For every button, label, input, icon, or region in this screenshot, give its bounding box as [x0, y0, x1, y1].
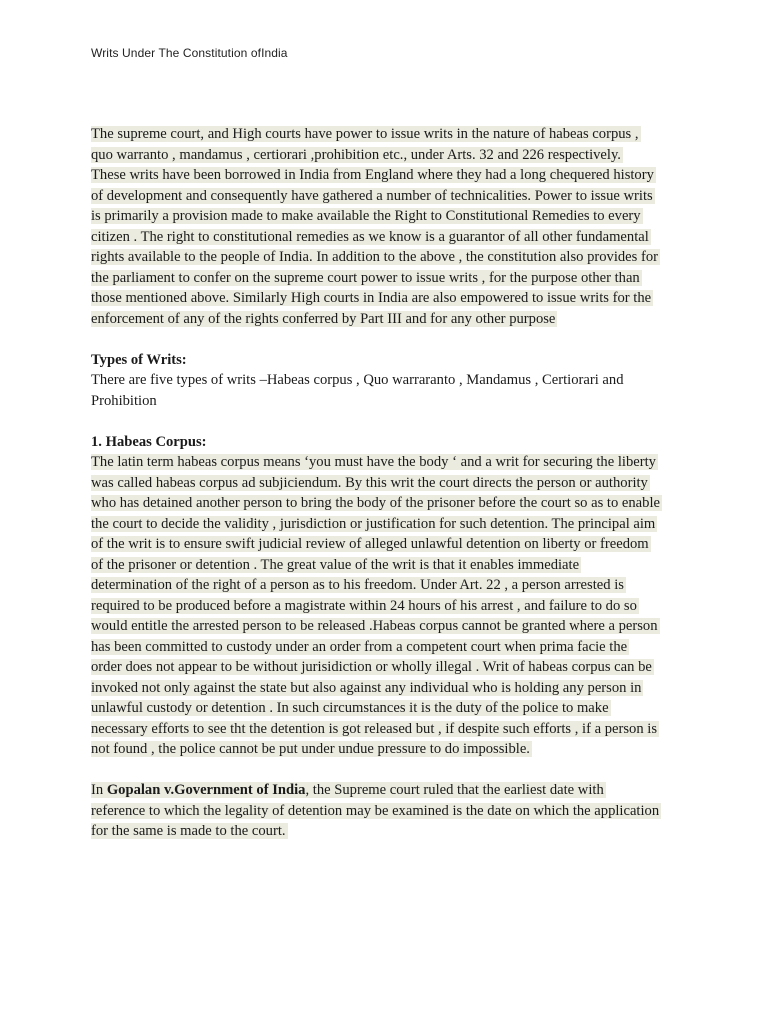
text-line: In Gopalan v.Government of India, the Supreme court ruled that the earliest date with: [91, 782, 604, 798]
text-line: the parliament to confer on the supreme court power to issue writs , for the purpose other than: [91, 269, 640, 286]
text-line: unlawful custody or detention . In such circumstances it is the duty of the police to make: [91, 700, 609, 716]
text-line: not found , the police cannot be put under undue pressure to do impossible.: [91, 741, 530, 757]
text-line: required to be produced before a magistrate within 24 hours of his arrest , and failure to do so: [91, 597, 637, 614]
text-line: invoked not only against the state but also against any individual who is holding any person in: [91, 679, 642, 696]
gopalan-paragraph: [91, 780, 687, 842]
text-line: The latin term habeas corpus means ‘you must have the body ‘ and a writ for securing the liberty: [91, 454, 656, 470]
text-line: the court to decide the validity , jurisdiction or justification for such detention. The principal aim: [91, 515, 656, 532]
text-line: There are five types of writs –Habeas corpus , Quo warraranto , Mandamus , Certiorari and: [91, 372, 624, 388]
text-line: reference to which the legality of detention may be examined is the date on which the application: [91, 802, 660, 819]
text-line: for the same is made to the court.: [91, 823, 286, 839]
text-line: rights available to the people of India. In addition to the above , the constitution also provides for: [91, 249, 658, 265]
section-heading: Types of Writs:: [91, 351, 187, 368]
text-line: is primarily a provision made to make available the Right to Constitutional Remedies to every: [91, 208, 641, 224]
text-line: quo warranto , mandamus , certiorari ,prohibition etc., under Arts. 32 and 226 respectively.: [91, 146, 621, 163]
text-line: Prohibition: [91, 392, 157, 409]
text-line: enforcement of any of the rights conferred by Part III and for any other purpose: [91, 310, 556, 327]
types-section: [91, 350, 687, 412]
text-line: would entitle the arrested person to be released .Habeas corpus cannot be granted where a person: [91, 618, 658, 634]
text-line: necessary efforts to see tht the detention is got released but , if despite such efforts , if a person is: [91, 720, 658, 737]
text-line: of development and consequently have gathered a number of technicalities. Power to issue writs: [91, 187, 653, 204]
text-line: These writs have been borrowed in India from England where they had a long chequered history: [91, 167, 654, 183]
text-line: citizen . The right to constitutional remedies as we know is a guarantor of all other fundamental: [91, 228, 649, 245]
document-header: Writs Under The Constitution ofIndia: [91, 46, 288, 60]
text-line: who has detained another person to bring the body of the prisoner before the court so as to enable: [91, 495, 660, 511]
text-line: has been committed to custody under an order from a competent court when prima facie the: [91, 638, 628, 655]
section-heading: 1. Habeas Corpus:: [91, 433, 207, 450]
text-line: The supreme court, and High courts have power to issue writs in the nature of habeas corpus ,: [91, 126, 639, 142]
text-line: of the prisoner or detention . The great value of the writ is that it enables immediate: [91, 556, 580, 573]
habeas-corpus-section: [91, 432, 687, 760]
case-name: Gopalan v.Government of India: [106, 782, 306, 798]
text-line: order does not appear to be without jurisidiction or wholly illegal . Writ of habeas corpus can be: [91, 659, 652, 675]
document-body: [91, 124, 687, 842]
text-line: determination of the right of a person as to his freedom. Under Art. 22 , a person arrested is: [91, 577, 624, 593]
intro-paragraph: [91, 124, 687, 329]
text-line: of the writ is to ensure swift judicial review of alleged unlawful detention on liberty or freedom: [91, 536, 649, 552]
text-line: those mentioned above. Similarly High courts in India are also empowered to issue writs for the: [91, 290, 652, 306]
text-line: was called habeas corpus ad subjiciendum. By this writ the court directs the person or authority: [91, 474, 648, 491]
